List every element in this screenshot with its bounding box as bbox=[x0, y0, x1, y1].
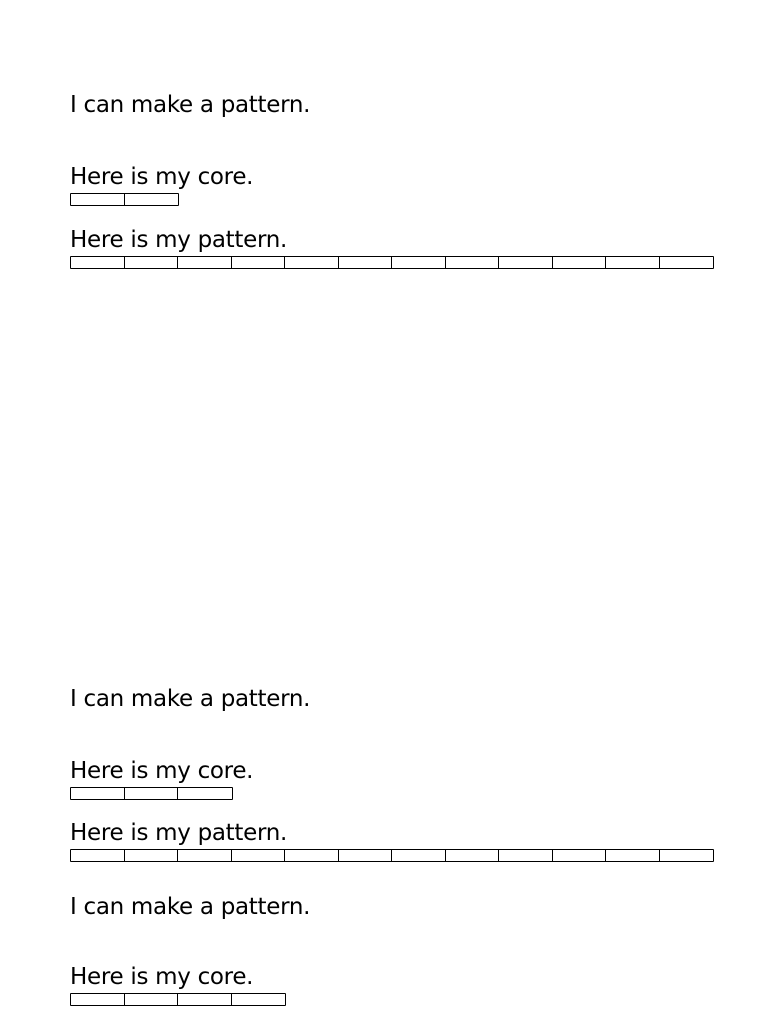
answer-box-cell bbox=[660, 257, 714, 268]
section-3-core-label: Here is my core. bbox=[70, 964, 254, 990]
answer-box-cell bbox=[339, 257, 393, 268]
answer-box-cell bbox=[232, 850, 286, 861]
answer-box-cell bbox=[285, 257, 339, 268]
answer-box-cell bbox=[71, 994, 125, 1005]
answer-box-cell bbox=[71, 194, 125, 205]
section-2-pattern-label: Here is my pattern. bbox=[70, 820, 287, 846]
answer-box-cell bbox=[71, 788, 125, 799]
answer-box-cell bbox=[125, 257, 179, 268]
answer-box-cell bbox=[125, 194, 179, 205]
section-1-core-label: Here is my core. bbox=[70, 164, 254, 190]
answer-box-cell bbox=[499, 850, 553, 861]
section-2-core-boxes bbox=[70, 787, 233, 800]
answer-box-cell bbox=[606, 257, 660, 268]
answer-box-cell bbox=[178, 788, 232, 799]
answer-box-cell bbox=[71, 850, 125, 861]
answer-box-cell bbox=[392, 850, 446, 861]
answer-box-cell bbox=[285, 850, 339, 861]
answer-box-cell bbox=[446, 850, 500, 861]
section-2-pattern-boxes bbox=[70, 849, 714, 862]
answer-box-cell bbox=[339, 850, 393, 861]
answer-box-cell bbox=[553, 850, 607, 861]
section-1-core-boxes bbox=[70, 193, 179, 206]
answer-box-cell bbox=[178, 994, 232, 1005]
section-1-pattern-boxes bbox=[70, 256, 714, 269]
answer-box-cell bbox=[125, 850, 179, 861]
section-3-title: I can make a pattern. bbox=[70, 894, 311, 920]
section-2-core-label: Here is my core. bbox=[70, 758, 254, 784]
answer-box-cell bbox=[232, 994, 286, 1005]
answer-box-cell bbox=[178, 257, 232, 268]
section-2-title: I can make a pattern. bbox=[70, 686, 311, 712]
answer-box-cell bbox=[392, 257, 446, 268]
answer-box-cell bbox=[660, 850, 714, 861]
answer-box-cell bbox=[606, 850, 660, 861]
answer-box-cell bbox=[71, 257, 125, 268]
section-3-core-boxes bbox=[70, 993, 286, 1006]
answer-box-cell bbox=[232, 257, 286, 268]
answer-box-cell bbox=[125, 788, 179, 799]
answer-box-cell bbox=[178, 850, 232, 861]
section-1-pattern-label: Here is my pattern. bbox=[70, 227, 287, 253]
answer-box-cell bbox=[553, 257, 607, 268]
answer-box-cell bbox=[125, 994, 179, 1005]
answer-box-cell bbox=[499, 257, 553, 268]
answer-box-cell bbox=[446, 257, 500, 268]
section-1-title: I can make a pattern. bbox=[70, 92, 311, 118]
